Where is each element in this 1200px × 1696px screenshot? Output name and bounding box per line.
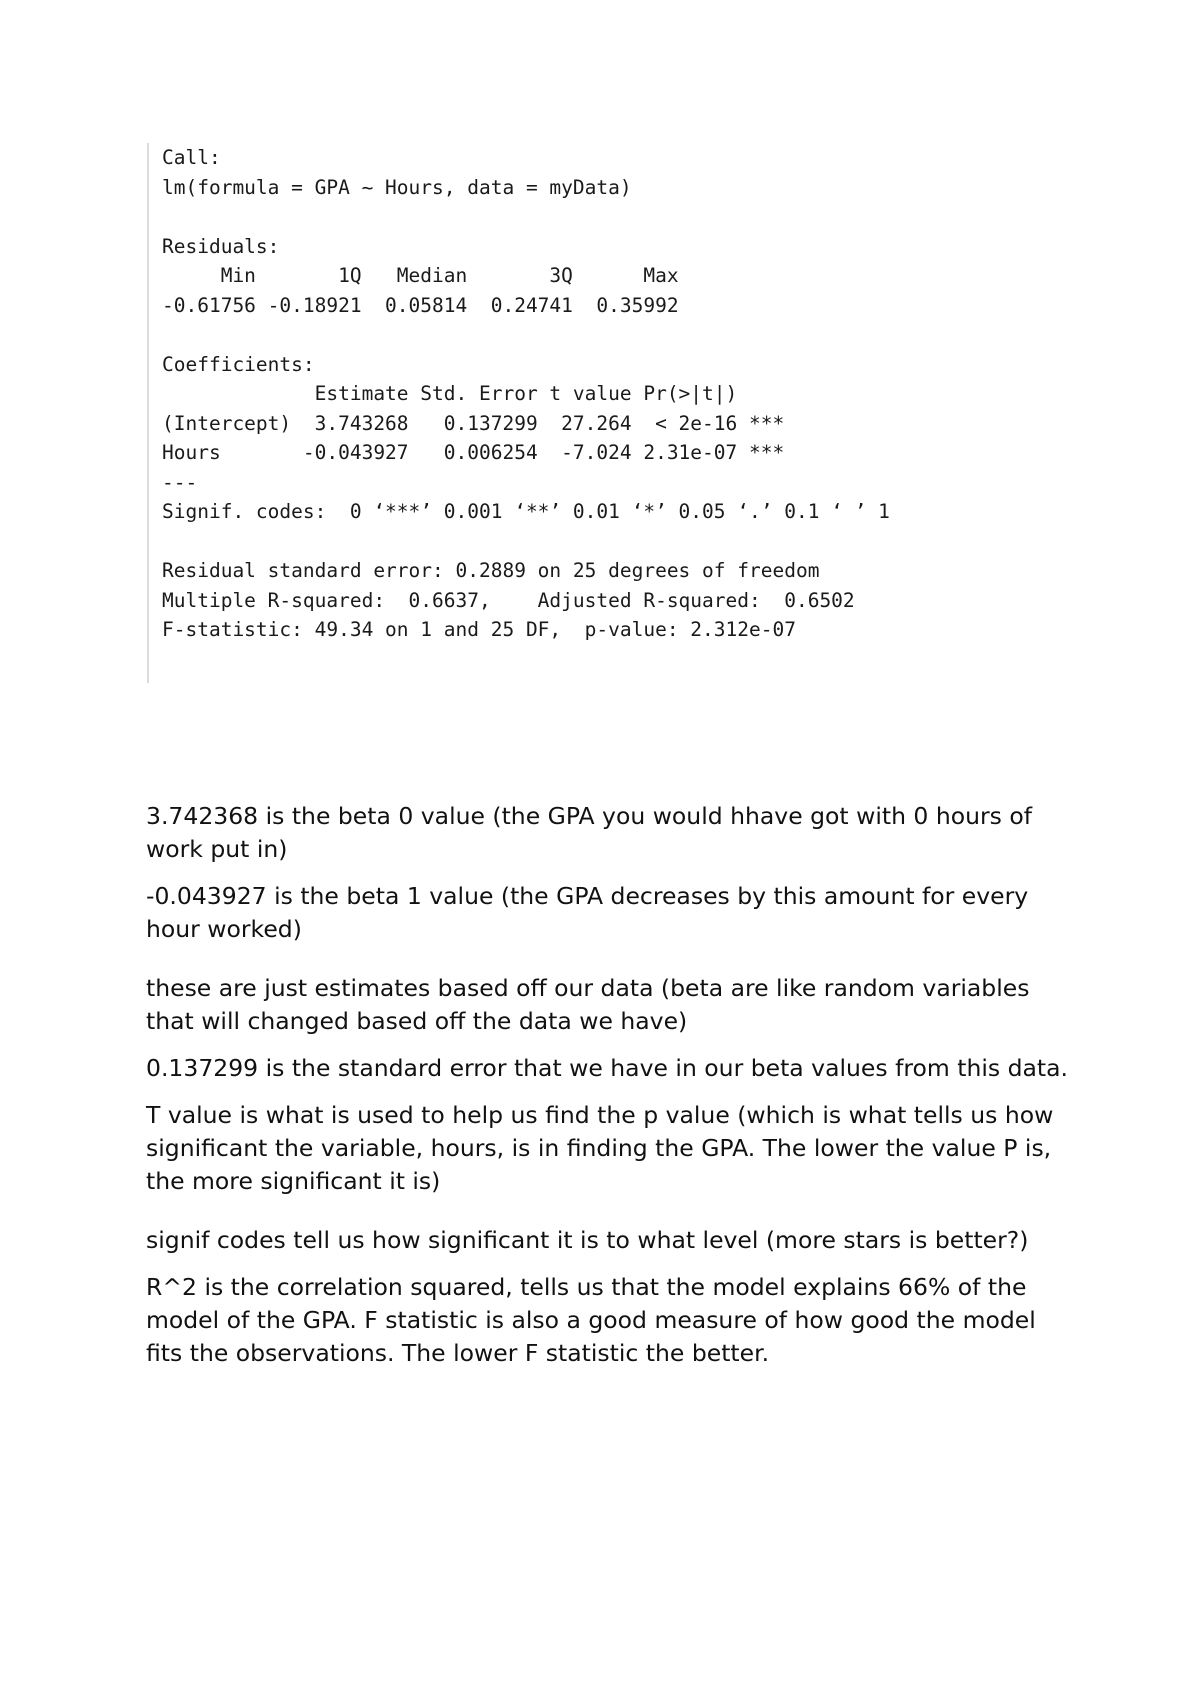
- note-estimates: these are just estimates based off our data (beta are like random variables that will changed based off the data we have): [146, 974, 1030, 1035]
- console-line-separator: ---: [162, 470, 198, 494]
- console-line-r-squared: Multiple R-squared: 0.6637, Adjusted R-squared: 0.6502: [162, 588, 855, 612]
- note-signif-codes: signif codes tell us how significant it is to what level (more stars is better?): [146, 1226, 1029, 1254]
- console-line-call: Call:: [162, 146, 221, 169]
- note-beta1: -0.043927 is the beta 1 value (the GPA decreases by this amount for every hour worked): [146, 882, 1029, 943]
- console-line-coefficients-heading: Coefficients:: [162, 352, 315, 376]
- console-line-blank: [162, 320, 947, 350]
- notes-section: [146, 800, 1076, 1370]
- console-line-hours-row: Hours -0.043927 0.006254 -7.024 2.31e-07 ***: [162, 441, 785, 464]
- console-line-f-statistic: F-statistic: 49.34 on 1 and 25 DF, p-value: 2.312e-07: [162, 618, 796, 641]
- console-line-coefficients-header: Estimate Std. Error t value Pr(>|t|): [162, 382, 738, 405]
- console-line-residuals-values: -0.61756 -0.18921 0.05814 0.24741 0.35992: [162, 293, 679, 317]
- console-line-residuals-heading: Residuals:: [162, 234, 280, 258]
- note-beta0: 3.742368 is the beta 0 value (the GPA you would hhave got with 0 hours of work put in): [146, 802, 1033, 863]
- console-line-residual-se: Residual standard error: 0.2889 on 25 degrees of freedom: [162, 559, 820, 582]
- note-r-squared: R^2 is the correlation squared, tells us that the model explains 66% of the model of the GPA. F statistic is also a good measure of how good the model fits the observations. The lower F statistic the better.: [146, 1273, 1036, 1367]
- console-line-blank: [162, 527, 947, 557]
- r-regression-output: [147, 143, 947, 683]
- note-t-value: T value is what is used to help us find the p value (which is what tells us how significant the variable, hours, is in finding the GPA. The lower the value P is, the more significant it is): [146, 1101, 1054, 1195]
- console-line-signif-codes: Signif. codes: 0 ‘***’ 0.001 ‘**’ 0.01 ‘*’ 0.05 ‘.’ 0.1 ‘ ’ 1: [162, 500, 890, 523]
- console-line-intercept-row: (Intercept) 3.743268 0.137299 27.264 < 2e-16 ***: [162, 411, 785, 435]
- console-line-blank: [162, 202, 947, 232]
- note-standard-error: 0.137299 is the standard error that we have in our beta values from this data.: [146, 1054, 1068, 1082]
- console-line-residuals-header: Min 1Q Median 3Q Max: [162, 264, 679, 287]
- console-line-formula: lm(formula = GPA ~ Hours, data = myData): [162, 175, 632, 199]
